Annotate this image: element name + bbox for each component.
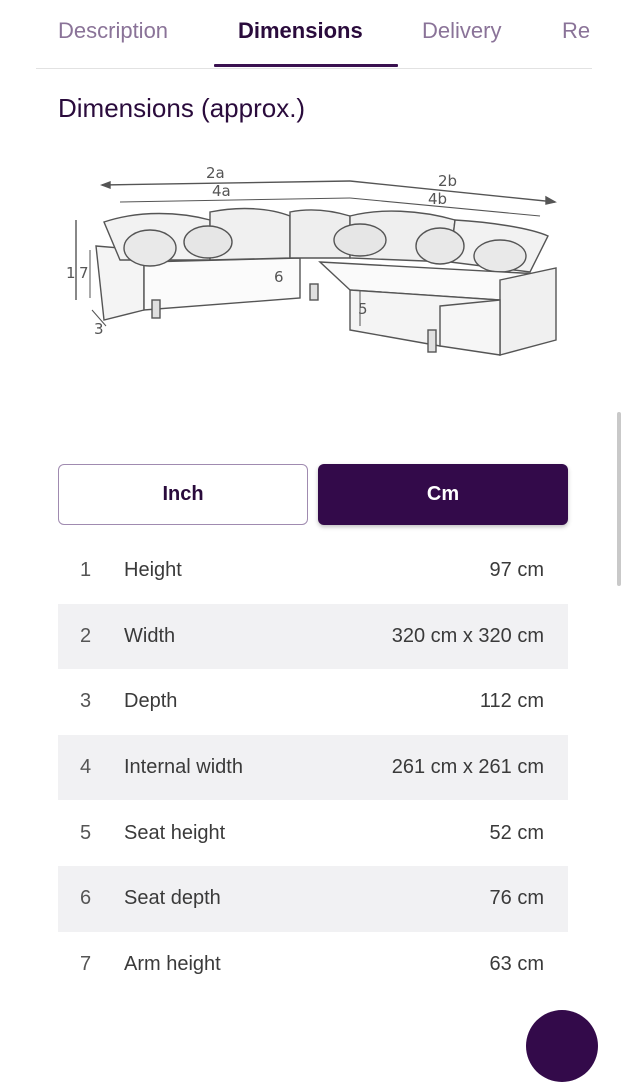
- inch-button-label: Inch: [162, 483, 204, 505]
- table-row: [58, 604, 568, 670]
- row-value: 76 cm: [489, 887, 544, 910]
- tab-delivery[interactable]: Delivery: [422, 18, 502, 43]
- table-row: [58, 669, 568, 735]
- row-label: Depth: [124, 690, 178, 713]
- selected-unit: [0, 0, 1, 1]
- scrollbar[interactable]: [617, 412, 621, 586]
- label-2a: 2a: [206, 164, 225, 182]
- row-label: Arm height: [124, 952, 221, 975]
- row-label: Width: [124, 624, 176, 647]
- row-value: 52 cm: [489, 821, 544, 844]
- row-label: Seat height: [124, 821, 226, 844]
- row-label: Height: [124, 559, 182, 582]
- active-tab-indicator: [214, 64, 398, 67]
- row-label: Seat depth: [124, 887, 221, 910]
- inch-button[interactable]: [58, 464, 308, 525]
- row-number: 7: [80, 952, 92, 975]
- sofa-dimension-diagram: [60, 150, 570, 380]
- row-number: 6: [80, 887, 92, 910]
- dimensions-table: [58, 538, 568, 997]
- row-number: 2: [80, 624, 92, 647]
- tab-bar: [36, 0, 592, 69]
- row-number: 4: [80, 756, 92, 779]
- cm-button-label: Cm: [426, 483, 460, 505]
- row-value: 261 cm x 261 cm: [391, 756, 544, 779]
- label-2b: 2b: [438, 172, 458, 190]
- tab-description[interactable]: Description: [58, 18, 169, 43]
- tab-dimensions[interactable]: Dimensions: [238, 18, 363, 43]
- tab-reviews[interactable]: Re: [562, 18, 591, 43]
- label-4b: 4b: [428, 190, 448, 208]
- cm-button[interactable]: [318, 464, 568, 525]
- label-5: 5: [358, 300, 368, 318]
- row-number: 1: [80, 559, 92, 582]
- label-1: 1: [66, 264, 76, 282]
- chat-button[interactable]: [526, 1010, 598, 1082]
- row-label: Internal width: [124, 756, 243, 779]
- row-value: 97 cm: [489, 559, 544, 582]
- row-value: 320 cm x 320 cm: [391, 624, 544, 647]
- table-row: [58, 538, 568, 604]
- label-3: 3: [94, 320, 104, 338]
- row-number: 3: [80, 690, 92, 713]
- label-6: 6: [274, 268, 284, 286]
- table-row: [58, 800, 568, 866]
- row-number: 5: [80, 821, 92, 844]
- table-row: [58, 866, 568, 932]
- row-value: 112 cm: [479, 690, 544, 713]
- section-title: Dimensions (approx.): [58, 93, 306, 123]
- label-7: 7: [79, 264, 89, 282]
- table-row: [58, 932, 568, 998]
- table-row: [58, 735, 568, 801]
- row-value: 63 cm: [489, 952, 544, 975]
- label-4a: 4a: [212, 182, 231, 200]
